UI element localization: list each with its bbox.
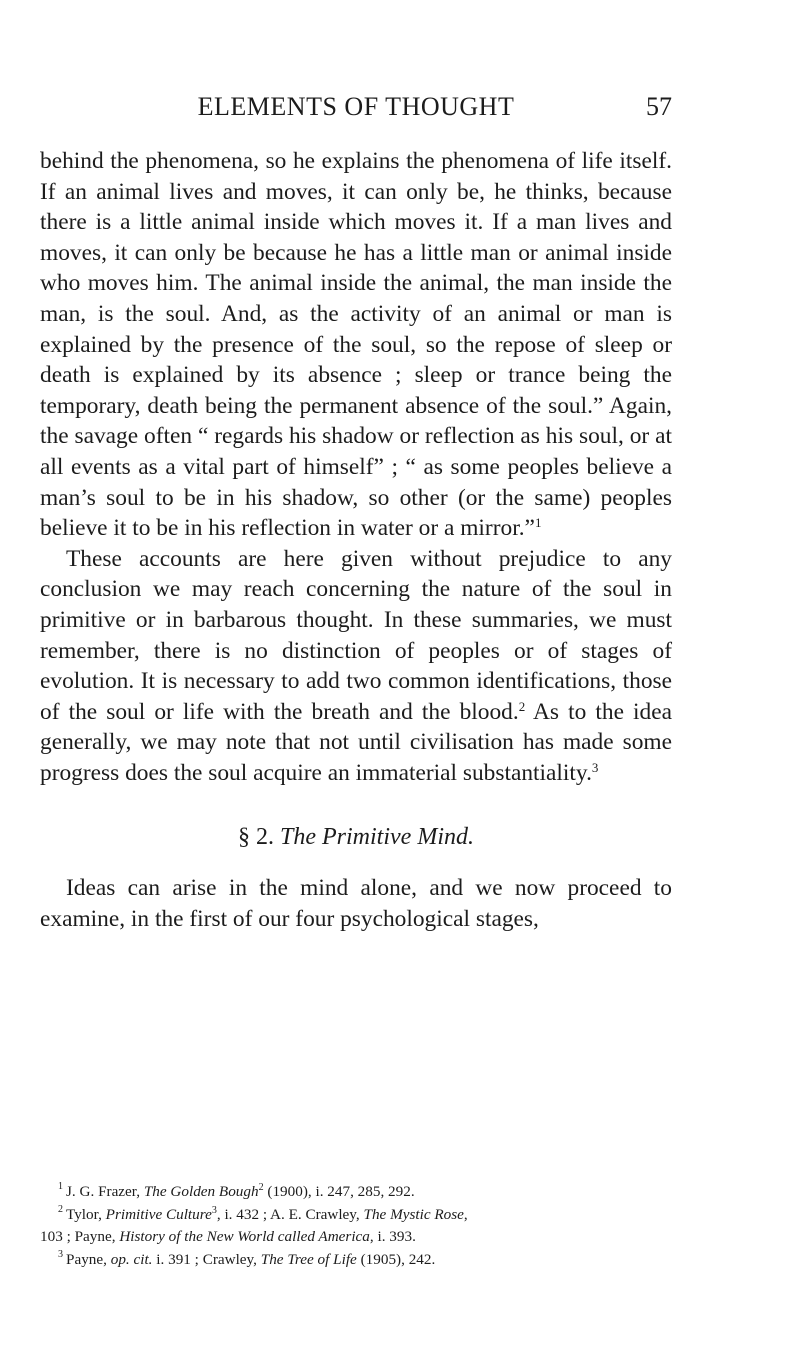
footnote-2-title: Primitive Culture [105, 1205, 212, 1223]
paragraph-1 [40, 146, 672, 544]
footnote-1-number: 1 [58, 1181, 63, 1192]
footnote-1-ref: (1900), i. 247, 285, 292. [263, 1183, 415, 1200]
footnote-1 [40, 1181, 672, 1204]
footnote-ref-3: 3 [591, 759, 599, 775]
paragraph-2 [40, 544, 672, 789]
footnote-3 [40, 1249, 672, 1272]
footnote-1-edition: 2 [258, 1182, 264, 1193]
footnote-3-post: (1905), 242. [356, 1250, 436, 1268]
footnote-2-cont-title: History of the New World called America [119, 1228, 370, 1245]
section-heading [40, 822, 672, 853]
footnote-2-continued [40, 1226, 672, 1249]
footnote-3-ref: i. 391 ; Crawley, [152, 1250, 261, 1268]
page-header [40, 92, 672, 132]
footnote-2-edition: 3 [211, 1204, 217, 1216]
footnote-3-author: Payne, [66, 1250, 111, 1268]
footnote-2-cont-ref: 103 ; Payne, [40, 1228, 120, 1245]
running-head: ELEMENTS OF THOUGHT [197, 92, 515, 121]
paragraph-2-text-b: As to the idea generally, we may note that not until civilisation has made some progress does the soul acquire an immaterial substantiality. [40, 698, 672, 786]
footnote-2-author: Tylor, [66, 1205, 106, 1223]
footnote-3-title-2: The Tree of Life [260, 1250, 357, 1268]
footnote-1-author: J. G. Frazer, [66, 1183, 144, 1200]
footnote-2-title-2: The Mystic Rose [363, 1205, 464, 1223]
section-number: § 2. [238, 824, 275, 851]
footnote-2-punct: , [463, 1205, 468, 1223]
paragraph-2-text-a: These accounts are here given without prejudice to any conclusion we may reach concerning the nature of the soul in primitive or in barbarous thought. In these summaries, we must remember, there is no distinction of peoples or of stages of evolution. It is necessary to add two common identifications, those of the soul or life with the breath and the blood. [40, 545, 672, 725]
footnote-2 [40, 1204, 672, 1227]
body-text [40, 146, 672, 934]
footnotes [40, 1181, 672, 1271]
footnote-3-title: op. cit. [110, 1250, 153, 1268]
page-number: 57 [646, 92, 672, 121]
footnote-ref-1: 1 [534, 515, 542, 531]
footnote-1-title: The Golden Bough [143, 1183, 259, 1200]
footnote-ref-2: 2 [518, 698, 526, 714]
footnote-2-ref: , i. 432 ; A. E. Crawley, [216, 1205, 364, 1223]
footnote-3-number: 3 [58, 1248, 63, 1260]
section-title: The Primitive Mind. [280, 824, 474, 851]
paragraph-3: Ideas can arise in the mind alone, and we now proceed to examine, in the first of our four psychological stages, [40, 875, 672, 932]
footnote-2-cont-post: , i. 393. [369, 1228, 416, 1245]
paragraph-1-text: behind the phenomena, so he explains the phenomena of life itself. If an animal lives and moves, it can only be, he thinks, because there is a little animal inside which moves it. If a man lives and moves, it can only be because he has a little man or animal inside who moves him. The animal inside the animal, the man inside the man, is the soul. And, as the activity of an animal or man is explained by the presence of the soul, so the repose of sleep or death is explained by its absence ; sleep or trance being the temporary, death being the permanent absence of the soul.” Again, the savage often “ regards his shadow or reflection as his soul, or at all events as a vital part of himself” ; “ as some peoples believe a man’s soul to be in his shadow, so other (or the same) peoples believe it to be in his reflection in water or a mirror.” [40, 148, 672, 542]
footnote-2-number: 2 [58, 1203, 63, 1215]
